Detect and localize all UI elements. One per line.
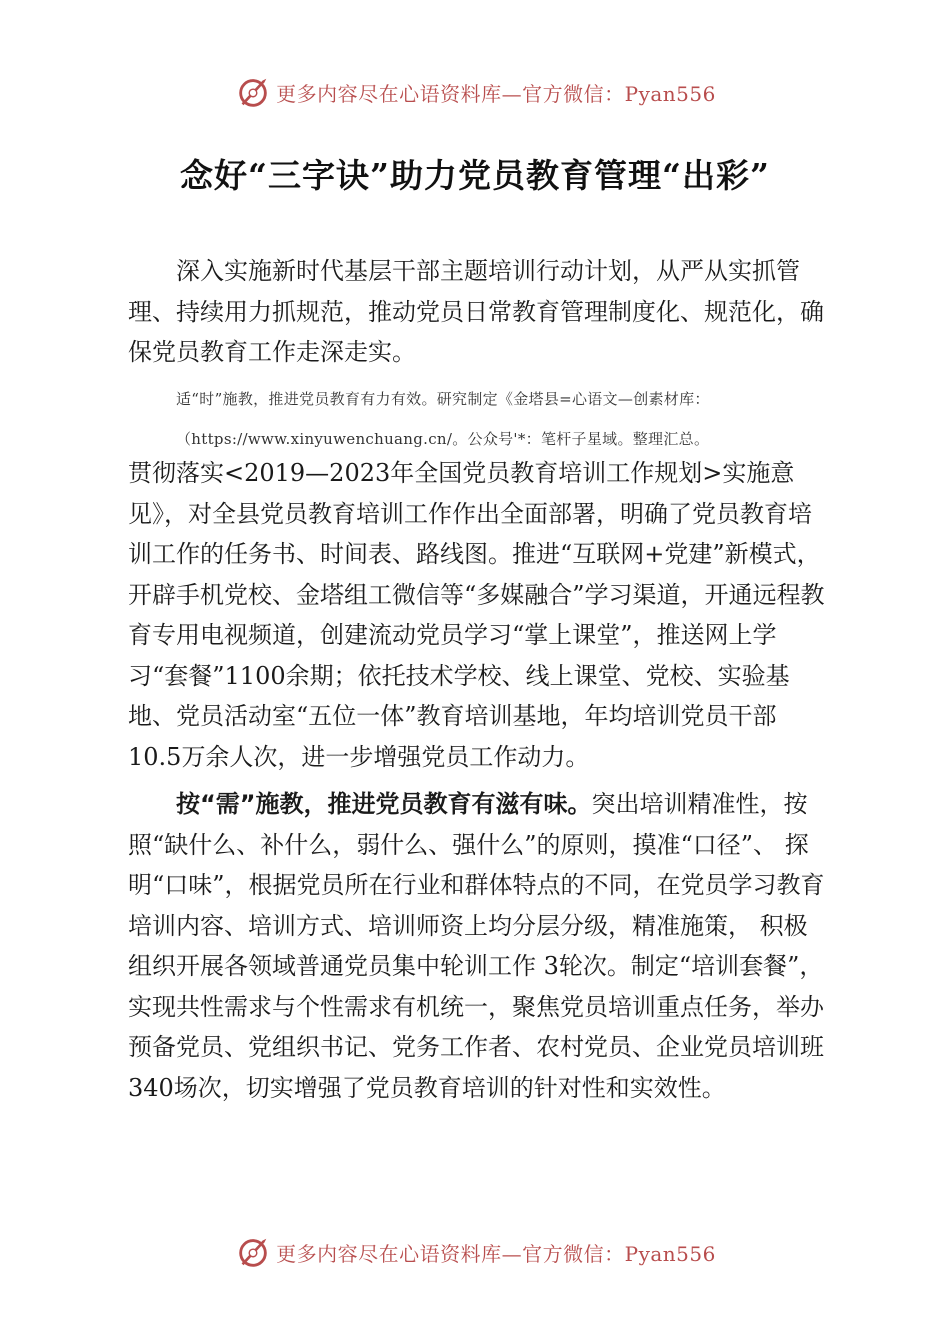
inserted-line-1: 适“时”施教，推进党员教育有力有效。研究制定《金塔县=心语文—创素材库： xyxy=(176,390,710,408)
inserted-line-2: （https://www.xinyuwenchuang.cn/。公众号'*：笔杆子星域。整理汇总。 xyxy=(176,430,710,448)
header-banner xyxy=(0,72,950,112)
header-banner-text: 更多内容尽在心语资料库—官方微信：Pyan556 xyxy=(276,81,716,106)
paragraph-body: 突出培训精准性，按照“缺什么、补什么，弱什么、强什么”的原则，摸准“口径”、 探明“口味”，根据党员所在行业和群体特点的不同，在党员学习教育培训内容、培训方式、培训师资上均分层分级，精准施策， 积极组织开展各领域普通党员集中轮训工作 3轮次。制定“培训套餐”，实现共性需求与个性需求有机统一，聚焦党员培训重点任务，举办预备党员、党组织书记、党务工作者、农村党员、企业党员培训班 340场次，切实增强了党员教育培训的针对性和实效性。 xyxy=(128,790,825,1102)
paragraph-timely-education: 贯彻落实<2019—2023年全国党员教育培训工作规划>实施意见》，对全县党员教育培训工作作出全面部署，明确了党员教育培训工作的任务书、时间表、路线图。推进“互联网+党建”新模式，开辟手机党校、金塔组工微信等“多媒融合”学习渠道，开通远程教育专用电视频道，创建流动党员学习“掌上课堂”，推送网上学习“套餐”1100余期；依托技术学校、线上课堂、党校、实验基地、党员活动室“五位一体”教育培训基地，年均培训党员干部 10.5万余人次，进一步增强党员工作动力。 xyxy=(128,459,825,771)
pen-on-circle-logo-icon xyxy=(234,1233,272,1271)
document-title: 念好“三字诀”助力党员教育管理“出彩” xyxy=(180,156,770,195)
paragraph-need-based-education xyxy=(128,784,828,1108)
pen-on-circle-logo-icon xyxy=(234,73,272,111)
footer-banner xyxy=(0,1232,950,1272)
footer-banner-text: 更多内容尽在心语资料库—官方微信：Pyan556 xyxy=(276,1241,716,1266)
paragraph-lead-heading: 按“需”施教，推进党员教育有滋有味。 xyxy=(176,790,592,818)
paragraph-intro: 深入实施新时代基层干部主题培训行动计划，从严从实抓管理、持续用力抓规范，推动党员日常教育管理制度化、规范化，确保党员教育工作走深走实。 xyxy=(128,257,824,366)
